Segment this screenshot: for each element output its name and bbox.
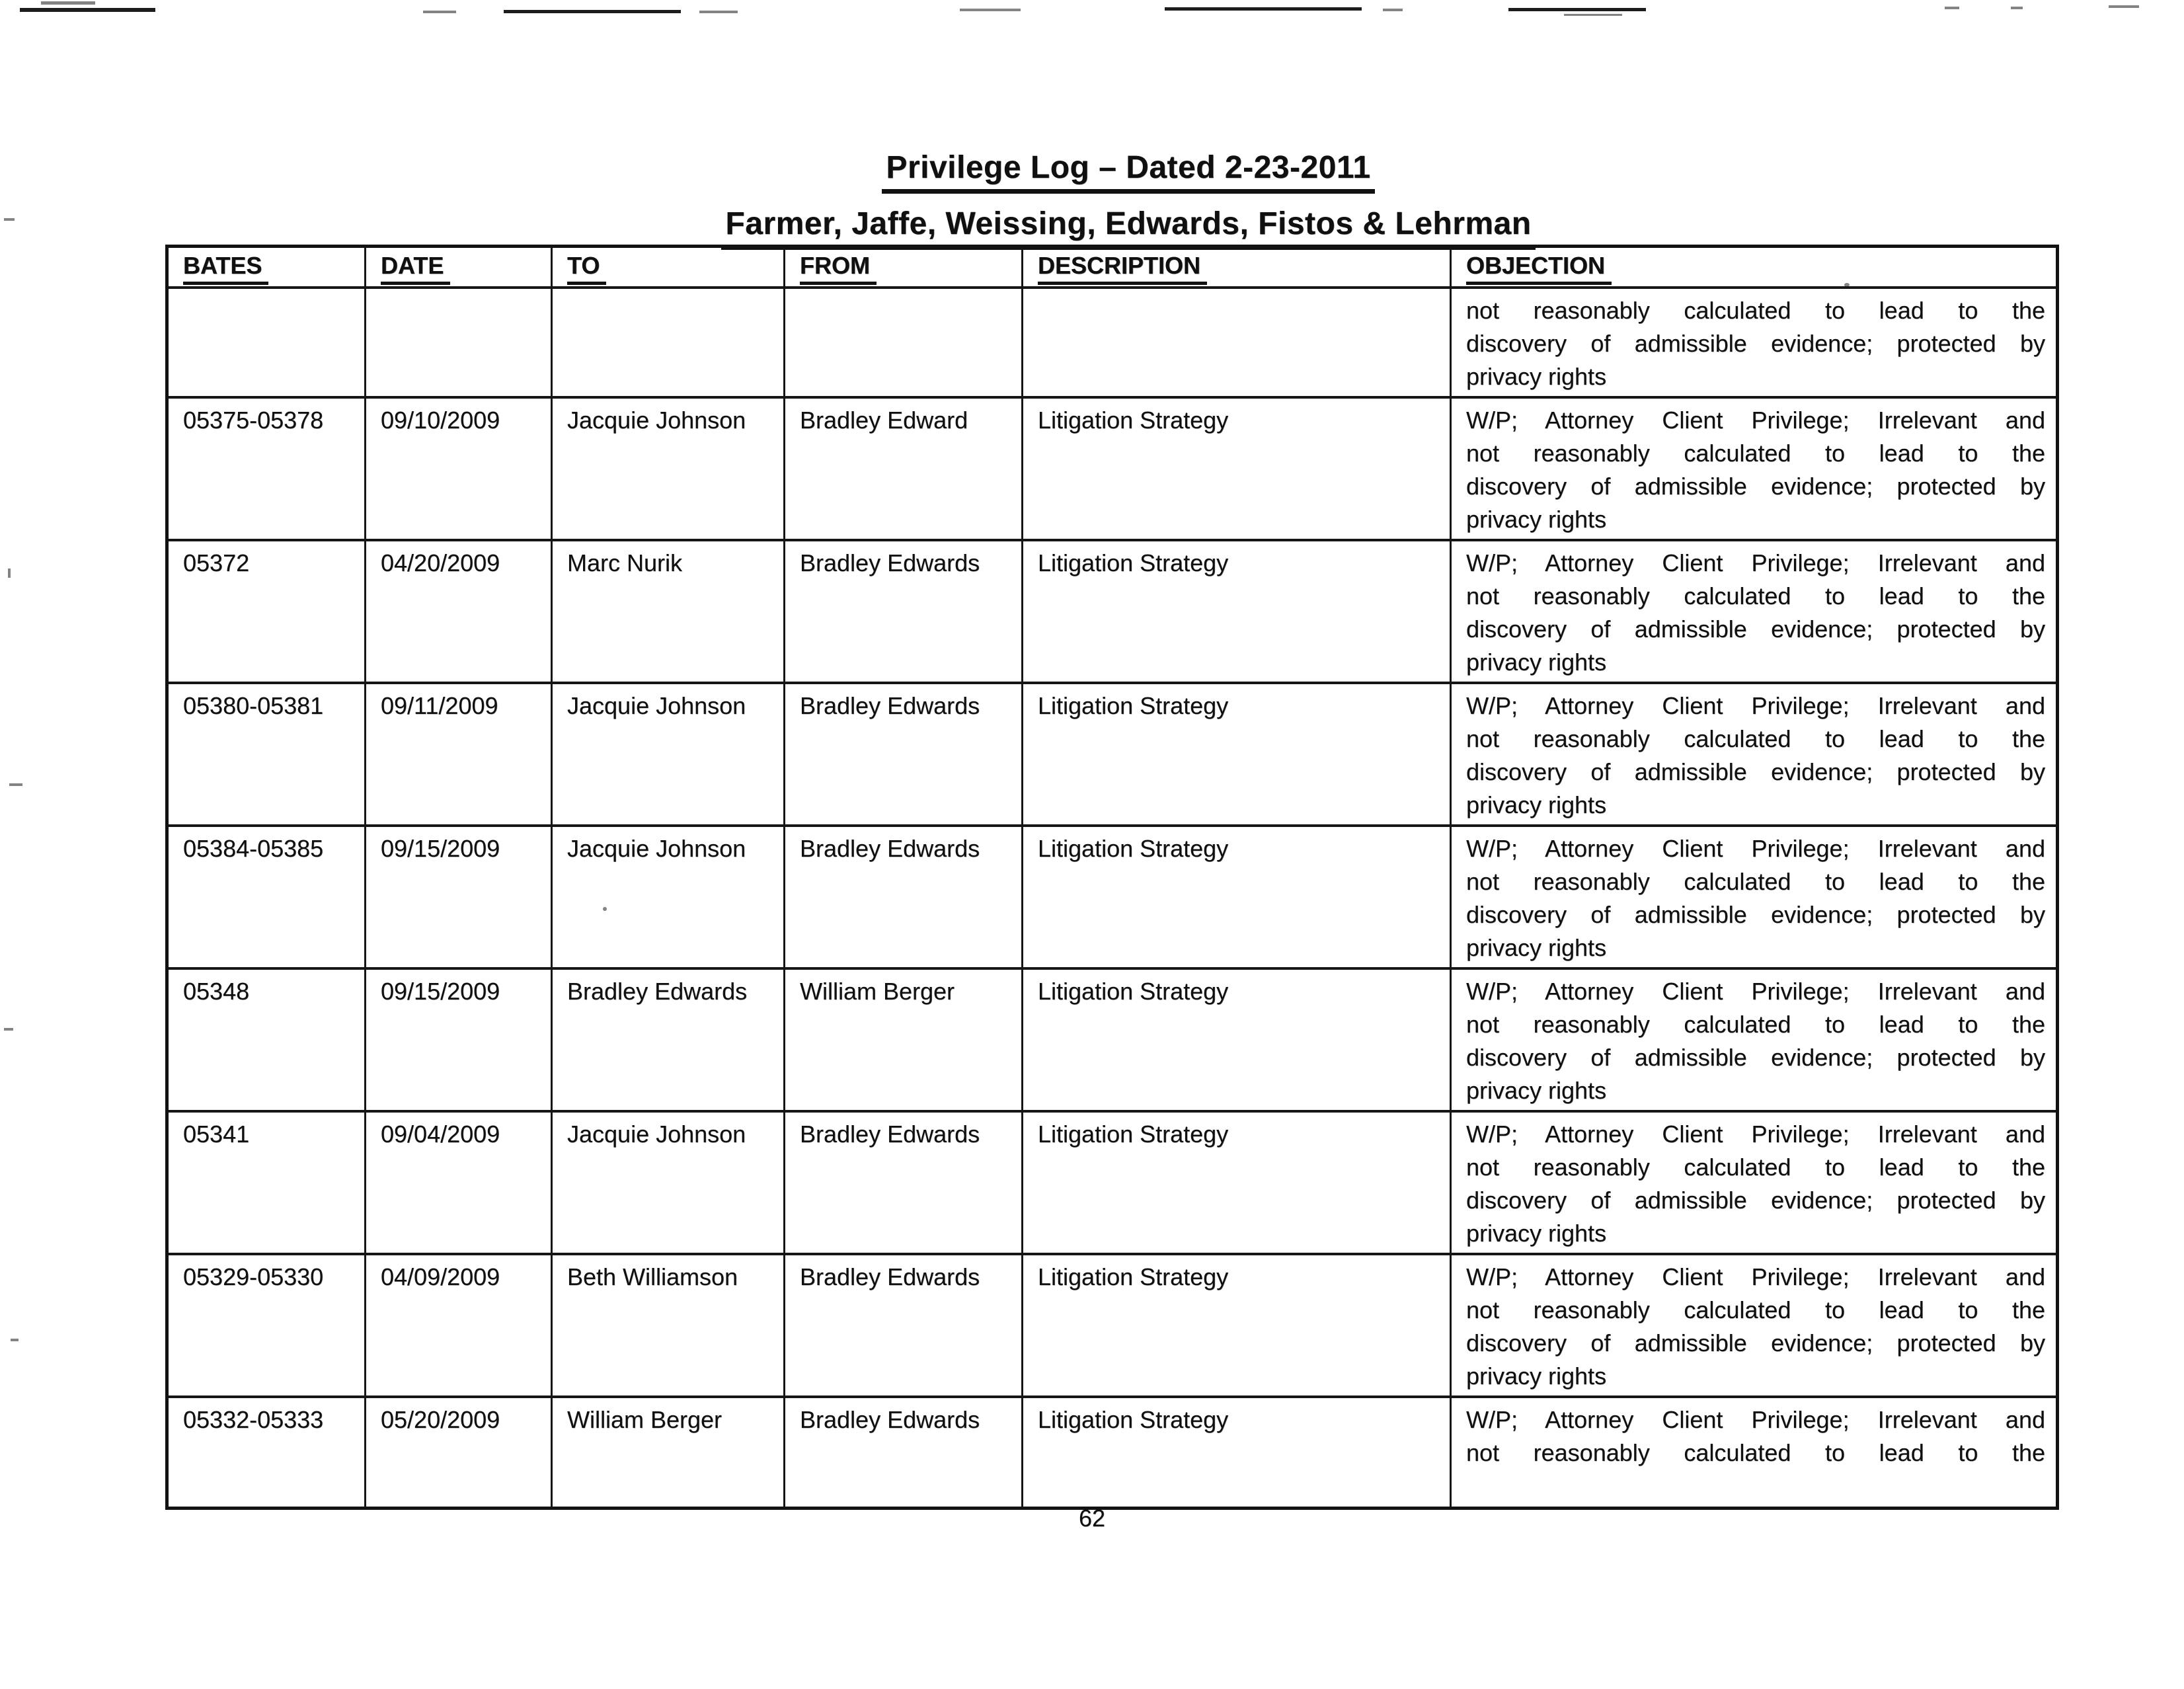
to-cell: William Berger	[552, 1397, 785, 1508]
scan-artifact	[504, 10, 681, 13]
scan-artifact	[1383, 9, 1403, 11]
objection-cell: W/P; Attorney Client Privilege; Irrelevant and not reasonably calculated to lead to the discovery of admissible evidence; protected by privacy rights	[1451, 683, 2058, 826]
to-cell: Jacquie Johnson	[552, 397, 785, 540]
column-header-date: DATE	[366, 247, 552, 288]
column-header-to: TO	[552, 247, 785, 288]
scan-artifact	[9, 783, 22, 786]
document-subtitle: Farmer, Jaffe, Weissing, Edwards, Fistos & Lehrman	[73, 206, 2184, 250]
description-cell: Litigation Strategy	[1023, 683, 1451, 826]
from-cell: Bradley Edward	[785, 397, 1023, 540]
document-title: Privilege Log – Dated 2-23-2011	[73, 149, 2184, 194]
bates-cell: 05341	[167, 1111, 366, 1254]
page-number: 62	[1078, 1505, 1106, 1532]
bates-cell	[167, 288, 366, 397]
date-cell: 04/20/2009	[366, 540, 552, 683]
bates-cell: 05375-05378	[167, 397, 366, 540]
scan-artifact	[1165, 7, 1362, 11]
objection-cell: W/P; Attorney Client Privilege; Irrelevant and not reasonably calculated to lead to the discovery of admissible evidence; protected by privacy rights	[1451, 397, 2058, 540]
table-row	[167, 1397, 2058, 1508]
scan-artifact	[423, 11, 456, 13]
table-row	[167, 288, 2058, 397]
from-cell	[785, 288, 1023, 397]
scan-artifact	[8, 569, 11, 578]
objection-cell: not reasonably calculated to lead to the discovery of admissible evidence; protected by privacy rights	[1451, 288, 2058, 397]
date-cell: 09/15/2009	[366, 826, 552, 968]
description-cell: Litigation Strategy	[1023, 968, 1451, 1111]
to-cell	[552, 288, 785, 397]
description-cell: Litigation Strategy	[1023, 540, 1451, 683]
date-cell: 09/15/2009	[366, 968, 552, 1111]
description-cell: Litigation Strategy	[1023, 1397, 1451, 1508]
date-cell: 04/09/2009	[366, 1254, 552, 1397]
objection-cell: W/P; Attorney Client Privilege; Irrelevant and not reasonably calculated to lead to the discovery of admissible evidence; protected by privacy rights	[1451, 968, 2058, 1111]
table-row	[167, 968, 2058, 1111]
scan-artifact	[20, 8, 155, 12]
table-row	[167, 683, 2058, 826]
objection-cell: W/P; Attorney Client Privilege; Irrelevant and not reasonably calculated to lead to the discovery of admissible evidence; protected by privacy rights	[1451, 1111, 2058, 1254]
to-cell: Jacquie Johnson	[552, 683, 785, 826]
scan-artifact	[960, 9, 1021, 11]
table-header-row	[167, 247, 2058, 288]
from-cell: Bradley Edwards	[785, 540, 1023, 683]
table-row	[167, 1111, 2058, 1254]
column-header-bates: BATES	[167, 247, 366, 288]
bates-cell: 05348	[167, 968, 366, 1111]
scan-artifact	[2011, 7, 2023, 9]
scan-artifact	[1564, 14, 1622, 16]
date-cell: 09/10/2009	[366, 397, 552, 540]
date-cell: 09/11/2009	[366, 683, 552, 826]
to-cell: Jacquie Johnson	[552, 1111, 785, 1254]
from-cell: Bradley Edwards	[785, 1397, 1023, 1508]
bates-cell: 05332-05333	[167, 1397, 366, 1508]
to-cell: Jacquie Johnson	[552, 826, 785, 968]
from-cell: Bradley Edwards	[785, 683, 1023, 826]
from-cell: Bradley Edwards	[785, 826, 1023, 968]
scan-artifact	[699, 11, 738, 13]
table-row	[167, 397, 2058, 540]
column-header-objection: OBJECTION	[1451, 247, 2058, 288]
table-row	[167, 1254, 2058, 1397]
bates-cell: 05329-05330	[167, 1254, 366, 1397]
scan-artifact	[4, 218, 15, 221]
bates-cell: 05384-05385	[167, 826, 366, 968]
scan-artifact	[2109, 5, 2139, 8]
from-cell: Bradley Edwards	[785, 1254, 1023, 1397]
scan-artifact	[1508, 8, 1646, 11]
description-cell: Litigation Strategy	[1023, 1254, 1451, 1397]
date-cell: 09/04/2009	[366, 1111, 552, 1254]
objection-cell: W/P; Attorney Client Privilege; Irrelevant and not reasonably calculated to lead to the discovery of admissible evidence; protected by privacy rights	[1451, 1254, 2058, 1397]
scan-artifact	[41, 1, 95, 5]
table-row	[167, 826, 2058, 968]
from-cell: Bradley Edwards	[785, 1111, 1023, 1254]
objection-cell: W/P; Attorney Client Privilege; Irrelevant and not reasonably calculated to lead to the discovery of admissible evidence; protected by privacy rights	[1451, 826, 2058, 968]
to-cell: Beth Williamson	[552, 1254, 785, 1397]
description-cell: Litigation Strategy	[1023, 1111, 1451, 1254]
description-cell: Litigation Strategy	[1023, 826, 1451, 968]
date-cell: 05/20/2009	[366, 1397, 552, 1508]
scan-artifact	[11, 1339, 19, 1341]
description-cell	[1023, 288, 1451, 397]
description-cell: Litigation Strategy	[1023, 397, 1451, 540]
scan-artifact	[1945, 7, 1959, 9]
column-header-description: DESCRIPTION	[1023, 247, 1451, 288]
bates-cell: 05372	[167, 540, 366, 683]
to-cell: Bradley Edwards	[552, 968, 785, 1111]
date-cell	[366, 288, 552, 397]
objection-cell: W/P; Attorney Client Privilege; Irrelevant and not reasonably calculated to lead to the	[1451, 1397, 2058, 1508]
privilege-log-table	[165, 245, 2059, 1510]
from-cell: William Berger	[785, 968, 1023, 1111]
to-cell: Marc Nurik	[552, 540, 785, 683]
scan-artifact	[4, 1028, 13, 1031]
table-row	[167, 540, 2058, 683]
objection-cell: W/P; Attorney Client Privilege; Irrelevant and not reasonably calculated to lead to the discovery of admissible evidence; protected by privacy rights	[1451, 540, 2058, 683]
bates-cell: 05380-05381	[167, 683, 366, 826]
column-header-from: FROM	[785, 247, 1023, 288]
